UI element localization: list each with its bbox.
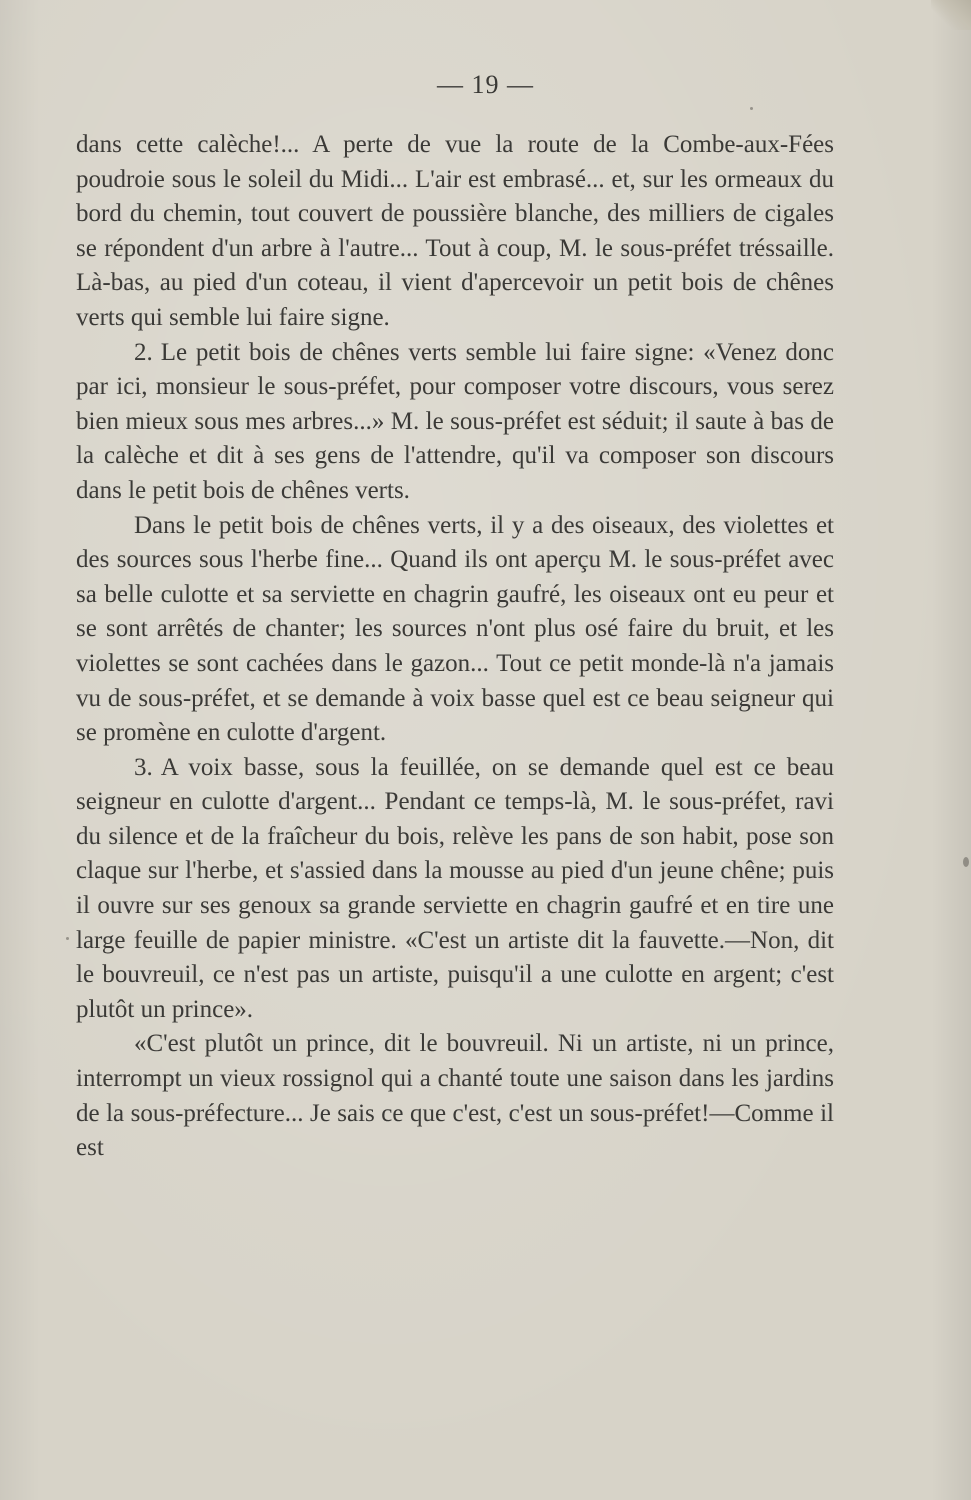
paragraph-text: dans cette calèche!... A perte de vue la route de la Combe-aux-Fées poudroie sous le soleil du Midi... L'air est embrasé... et, sur les ormeaux du bord du chemin, tout couvert de poussière blanche, des milliers de cigales se répondent d'un arbre à l'autre... Tout à coup, M. le sous-préfet tréssaille. Là-bas, au pied d'un coteau, il vient d'apercevoir un petit bois de chênes verts qui semble lui faire signe. [76,131,834,331]
paragraph-number: 3. [134,753,153,781]
paragraph-4 [76,751,834,1028]
paper-speck [66,937,69,940]
paragraph-3 [76,509,834,751]
paragraph-text: A voix basse, sous la feuillée, on se demande quel est ce beau seigneur en culotte d'argent... Pendant ce temps-là, M. le sous-préfet, ravi du silence et de la fraîcheur du bois, relève les pans de son habit, pose son claque sur l'herbe, et s'assied dans la mousse au pied d'un jeune chêne; puis il ouvre sur ses genoux sa grande serviette en chagrin gaufré et en tire une large feuille de papier ministre. «C'est un artiste dit la fauvette.—Non, dit le bouvreuil, ce n'est pas un artiste, puisqu'il a une culotte en argent; c'est plutôt un prince». [76,753,834,1023]
paragraph-5 [76,1027,834,1165]
paragraph-number: 2. [134,338,153,366]
paper-speck [750,107,753,110]
paragraph-2 [76,336,834,509]
paragraph-text: Le petit bois de chênes verts semble lui faire signe: «Venez donc par ici, monsieur le sous-préfet, pour composer votre discours, vous serez bien mieux sous mes arbres...» M. le sous-préfet est séduit; il saute à bas de la calèche et dit à ses gens de l'attendre, qu'il va composer son discours dans le petit bois de chênes verts. [76,338,834,504]
paragraph-1 [76,128,834,336]
paragraph-text: «C'est plutôt un prince, dit le bouvreuil. Ni un artiste, ni un prince, interrompt un vieux rossignol qui a chanté toute une saison dans les jardins de la sous-préfecture... Je sais ce que c'est, c'est un sous-préfet!—Comme il est [76,1030,834,1162]
page-number: — 19 — [437,70,534,99]
page-corner-wear [931,0,971,30]
paper-speck [963,857,969,867]
paragraph-text: Dans le petit bois de chênes verts, il y a des oiseaux, des violettes et des sources sous l'herbe fine... Quand ils ont aperçu M. le sous-préfet avec sa belle culotte et sa serviette en chagrin gaufré, les oiseaux ont eu peur et se sont arrêtés de chanter; les sources n'ont plus osé faire du bruit, et les violettes se sont cachées dans le gazon... Tout ce petit monde-là n'a jamais vu de sous-préfet, et se demande à voix basse quel est ce beau seigneur qui se promène en culotte d'argent. [76,511,834,747]
body-text [76,128,834,1166]
